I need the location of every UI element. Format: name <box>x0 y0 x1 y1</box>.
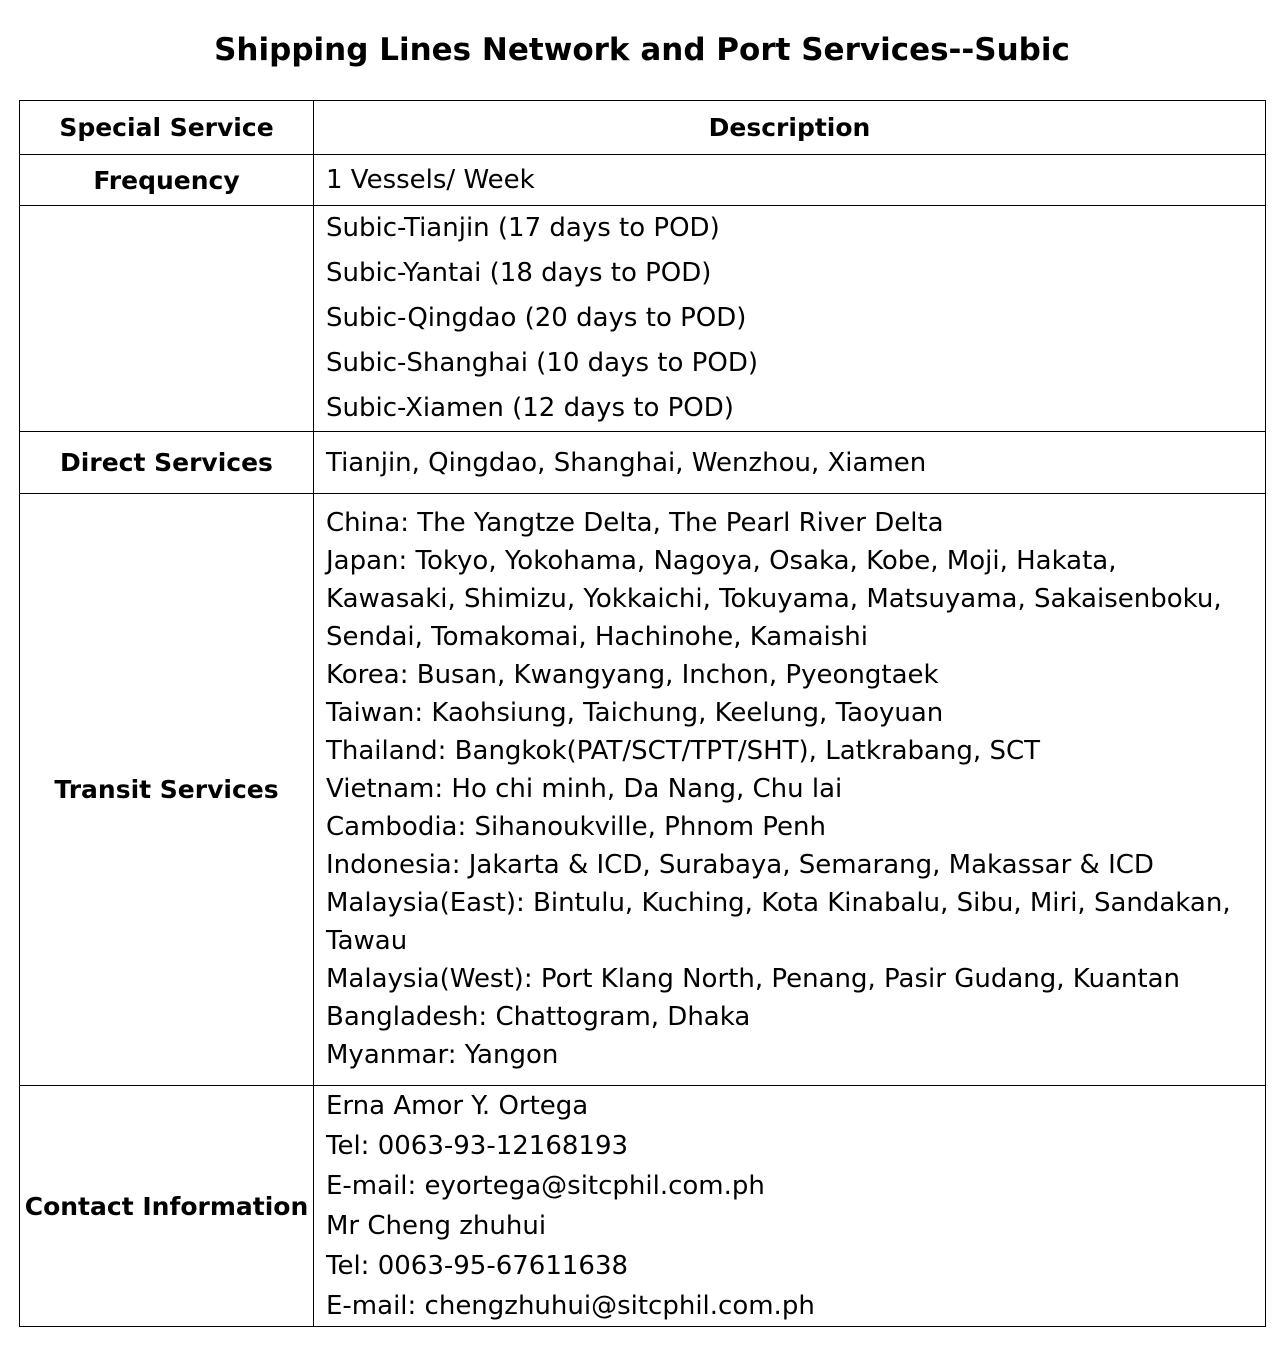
transit-item: Thailand: Bangkok(PAT/SCT/TPT/SHT), Latkrabang, SCT <box>326 736 1040 766</box>
route-item: Subic-Qingdao (20 days to POD) <box>326 303 747 333</box>
route-item: Subic-Yantai (18 days to POD) <box>326 258 712 288</box>
transit-item: Bangladesh: Chattogram, Dhaka <box>326 1002 751 1032</box>
transit-item: Taiwan: Kaohsiung, Taichung, Keelung, Taoyuan <box>326 698 944 728</box>
route-item: Subic-Tianjin (17 days to POD) <box>326 213 720 243</box>
contact-item: Mr Cheng zhuhui <box>326 1211 547 1241</box>
transit-item: Malaysia(East): Bintulu, Kuching, Kota Kinabalu, Sibu, Miri, Sandakan, Tawau <box>326 888 1231 956</box>
contact-item: E-mail: eyortega@sitcphil.com.ph <box>326 1171 765 1201</box>
table-row-frequency <box>20 155 1266 206</box>
contact-item: Tel: 0063-95-67611638 <box>326 1251 629 1281</box>
page-title: Shipping Lines Network and Port Services--Subic <box>214 32 1070 68</box>
services-table <box>19 100 1266 1327</box>
routes-list <box>314 206 1266 432</box>
transit-item: Indonesia: Jakarta & ICD, Surabaya, Semarang, Makassar & ICD <box>326 850 1154 880</box>
contact-item: Erna Amor Y. Ortega <box>326 1091 589 1121</box>
transit-item: Cambodia: Sihanoukville, Phnom Penh <box>326 812 826 842</box>
table-row-transit-services <box>20 494 1266 1086</box>
transit-services-list <box>314 494 1266 1086</box>
header-special-service: Special Service <box>20 101 314 155</box>
routes-label <box>20 206 314 432</box>
header-description: Description <box>314 101 1266 155</box>
contact-information-list <box>314 1086 1266 1327</box>
table-row-contact-information <box>20 1086 1266 1327</box>
direct-services-label: Direct Services <box>20 432 314 494</box>
transit-services-label: Transit Services <box>20 494 314 1086</box>
table-row-routes <box>20 206 1266 432</box>
transit-item: Myanmar: Yangon <box>326 1040 559 1070</box>
table-row-direct-services <box>20 432 1266 494</box>
frequency-label: Frequency <box>20 155 314 206</box>
header-row <box>20 101 1266 155</box>
route-item: Subic-Xiamen (12 days to POD) <box>326 393 734 423</box>
transit-item: China: The Yangtze Delta, The Pearl River Delta <box>326 508 944 538</box>
contact-information-label: Contact Information <box>20 1086 314 1327</box>
route-item: Subic-Shanghai (10 days to POD) <box>326 348 758 378</box>
contact-item: Tel: 0063-93-12168193 <box>326 1131 629 1161</box>
frequency-value: 1 Vessels/ Week <box>314 155 1266 206</box>
direct-services-value: Tianjin, Qingdao, Shanghai, Wenzhou, Xiamen <box>314 432 1266 494</box>
contact-item: E-mail: chengzhuhui@sitcphil.com.ph <box>326 1291 815 1321</box>
transit-item: Malaysia(West): Port Klang North, Penang, Pasir Gudang, Kuantan <box>326 964 1181 994</box>
transit-item: Vietnam: Ho chi minh, Da Nang, Chu lai <box>326 774 843 804</box>
transit-item: Japan: Tokyo, Yokohama, Nagoya, Osaka, Kobe, Moji, Hakata, Kawasaki, Shimizu, Yokkaichi, Tokuyama, Matsuyama, Sakaisenboku, Sendai, Tomakomai, Hachinohe, Kamaishi <box>326 546 1222 652</box>
transit-item: Korea: Busan, Kwangyang, Inchon, Pyeongtaek <box>326 660 939 690</box>
